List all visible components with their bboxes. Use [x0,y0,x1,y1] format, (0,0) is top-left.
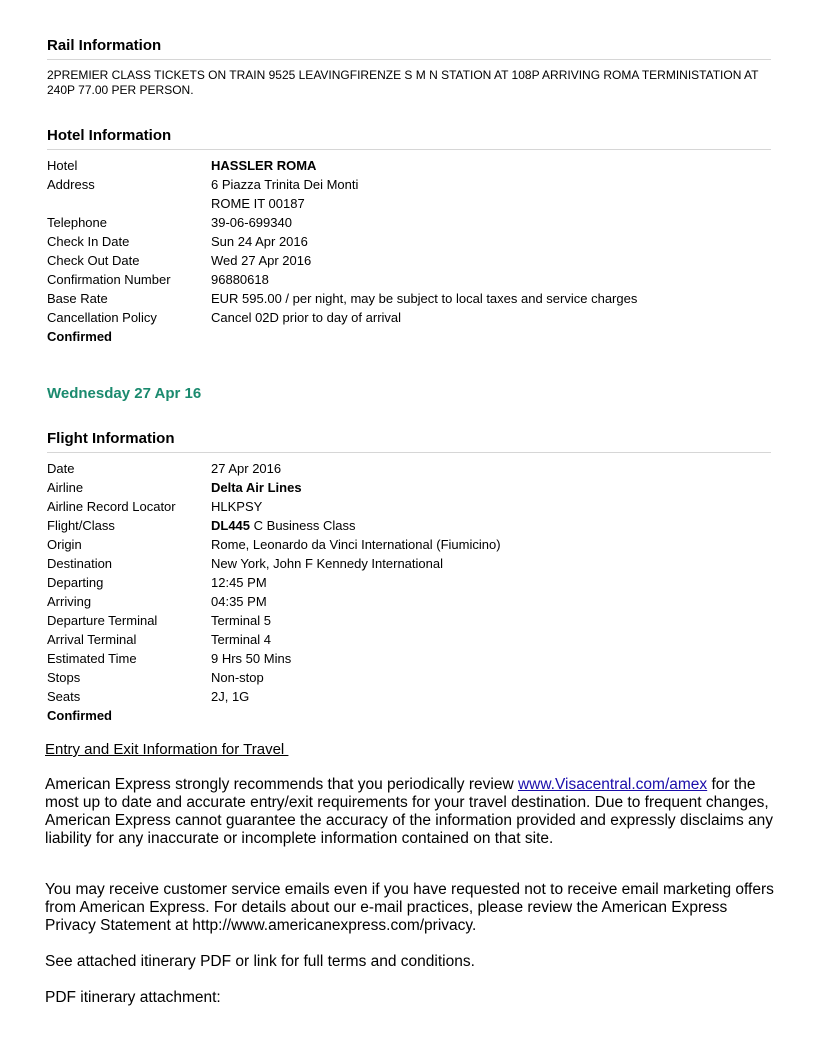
arriving-value: 04:35 PM [211,594,267,609]
cancellation-value: Cancel 02D prior to day of arrival [211,310,402,325]
hotel-row-checkout [47,251,771,270]
departure-terminal-value: Terminal 5 [211,613,271,628]
address-label: Address [47,177,95,192]
base-rate-label: Base Rate [47,291,108,306]
entry-exit-paragraph [45,776,775,848]
destination-label: Destination [47,556,113,571]
flight-row-airline [47,478,771,497]
destination-value: New York, John F Kennedy International [211,556,443,571]
entry-exit-text-before: American Express strongly recommends that you periodically review [45,776,518,793]
confirmation-label: Confirmation Number [47,272,171,287]
entry-exit-text-after: for the most up to date and accurate entry/exit requirements for your travel destination. Due to frequent changes, American Express cannot guarantee the accuracy of the information provided and expressly disclaims any liability for any inaccurate or incomplete information contained on that site. [45,776,774,847]
departure-terminal-label: Departure Terminal [47,613,158,628]
hotel-label: Hotel [47,158,78,173]
hotel-row-cancellation [47,308,771,327]
stops-label: Stops [47,670,81,685]
flight-row-departing [47,573,771,592]
day-header: Wednesday 27 Apr 16 [47,385,202,402]
flight-row-departure-terminal [47,611,771,630]
hotel-row-address-2 [47,194,771,213]
hotel-row-status [47,327,771,346]
flight-class-value [211,516,771,535]
seats-value: 2J, 1G [211,689,250,704]
hotel-row-confirmation [47,270,771,289]
flight-details-table [47,459,771,725]
flight-number: DL445 [211,518,251,533]
arrival-terminal-label: Arrival Terminal [47,632,137,647]
rail-details: 2PREMIER CLASS TICKETS ON TRAIN 9525 LEAVINGFIRENZE S M N STATION AT 108P ARRIVING ROMA TERMINISTATION AT 240P 77.00 PER PERSON. [47,68,759,97]
address-line2-value: ROME IT 00187 [211,196,305,211]
checkin-value: Sun 24 Apr 2016 [211,234,308,249]
checkout-value: Wed 27 Apr 2016 [211,253,312,268]
flight-row-seats [47,687,771,706]
telephone-label: Telephone [47,215,107,230]
flight-section-title: Flight Information [47,430,771,453]
hotel-details-table [47,156,771,346]
estimated-time-label: Estimated Time [47,651,137,666]
hotel-status: Confirmed [47,329,112,344]
origin-value: Rome, Leonardo da Vinci International (Fiumicino) [211,537,501,552]
record-locator-value: HLKPSY [211,499,263,514]
checkin-label: Check In Date [47,234,130,249]
confirmation-value: 96880618 [211,272,269,287]
hotel-row-checkin [47,232,771,251]
flight-date-label: Date [47,461,75,476]
hotel-row-address [47,175,771,194]
flight-date-value: 27 Apr 2016 [211,461,282,476]
base-rate-value: EUR 595.00 / per night, may be subject to local taxes and service charges [211,291,638,306]
estimated-time-value: 9 Hrs 50 Mins [211,651,292,666]
stops-value: Non-stop [211,670,264,685]
seats-label: Seats [47,689,81,704]
checkout-label: Check Out Date [47,253,140,268]
hotel-row-name [47,156,771,175]
hotel-name-value: HASSLER ROMA [211,158,317,173]
flight-row-arrival-terminal [47,630,771,649]
origin-label: Origin [47,537,82,552]
airline-label: Airline [47,480,84,495]
flight-row-destination [47,554,771,573]
address-line1-value: 6 Piazza Trinita Dei Monti [211,177,359,192]
flight-class-label: Flight/Class [47,518,115,533]
record-locator-label: Airline Record Locator [47,499,176,514]
email-notice: You may receive customer service emails even if you have requested not to receive email marketing offers from American Express. For details about our e-mail practices, please review the American Express Privacy Statement at http://www.americanexpress.com/privacy. [45,881,774,934]
flight-status: Confirmed [47,708,112,723]
hotel-row-base-rate [47,289,771,308]
flight-row-origin [47,535,771,554]
hotel-row-telephone [47,213,771,232]
terms-notice: See attached itinerary PDF or link for full terms and conditions. [45,953,475,970]
flight-row-status [47,706,771,725]
flight-row-class [47,516,771,535]
flight-row-estimated-time [47,649,771,668]
telephone-value: 39-06-699340 [211,215,292,230]
arriving-label: Arriving [47,594,92,609]
departing-label: Departing [47,575,104,590]
arrival-terminal-value: Terminal 4 [211,632,271,647]
rail-section-title: Rail Information [47,37,771,60]
cancellation-label: Cancellation Policy [47,310,157,325]
flight-row-date [47,459,771,478]
pdf-attachment-label: PDF itinerary attachment: [45,989,221,1006]
flight-row-arriving [47,592,771,611]
cabin-class: C Business Class [250,518,356,533]
hotel-section-title: Hotel Information [47,127,771,150]
visacentral-link[interactable]: www.Visacentral.com/amex [517,776,708,793]
address-line2-label [47,194,211,213]
flight-row-stops [47,668,771,687]
departing-value: 12:45 PM [211,575,267,590]
airline-value: Delta Air Lines [211,480,302,495]
flight-row-locator [47,497,771,516]
entry-exit-title: Entry and Exit Information for Travel [45,741,289,758]
